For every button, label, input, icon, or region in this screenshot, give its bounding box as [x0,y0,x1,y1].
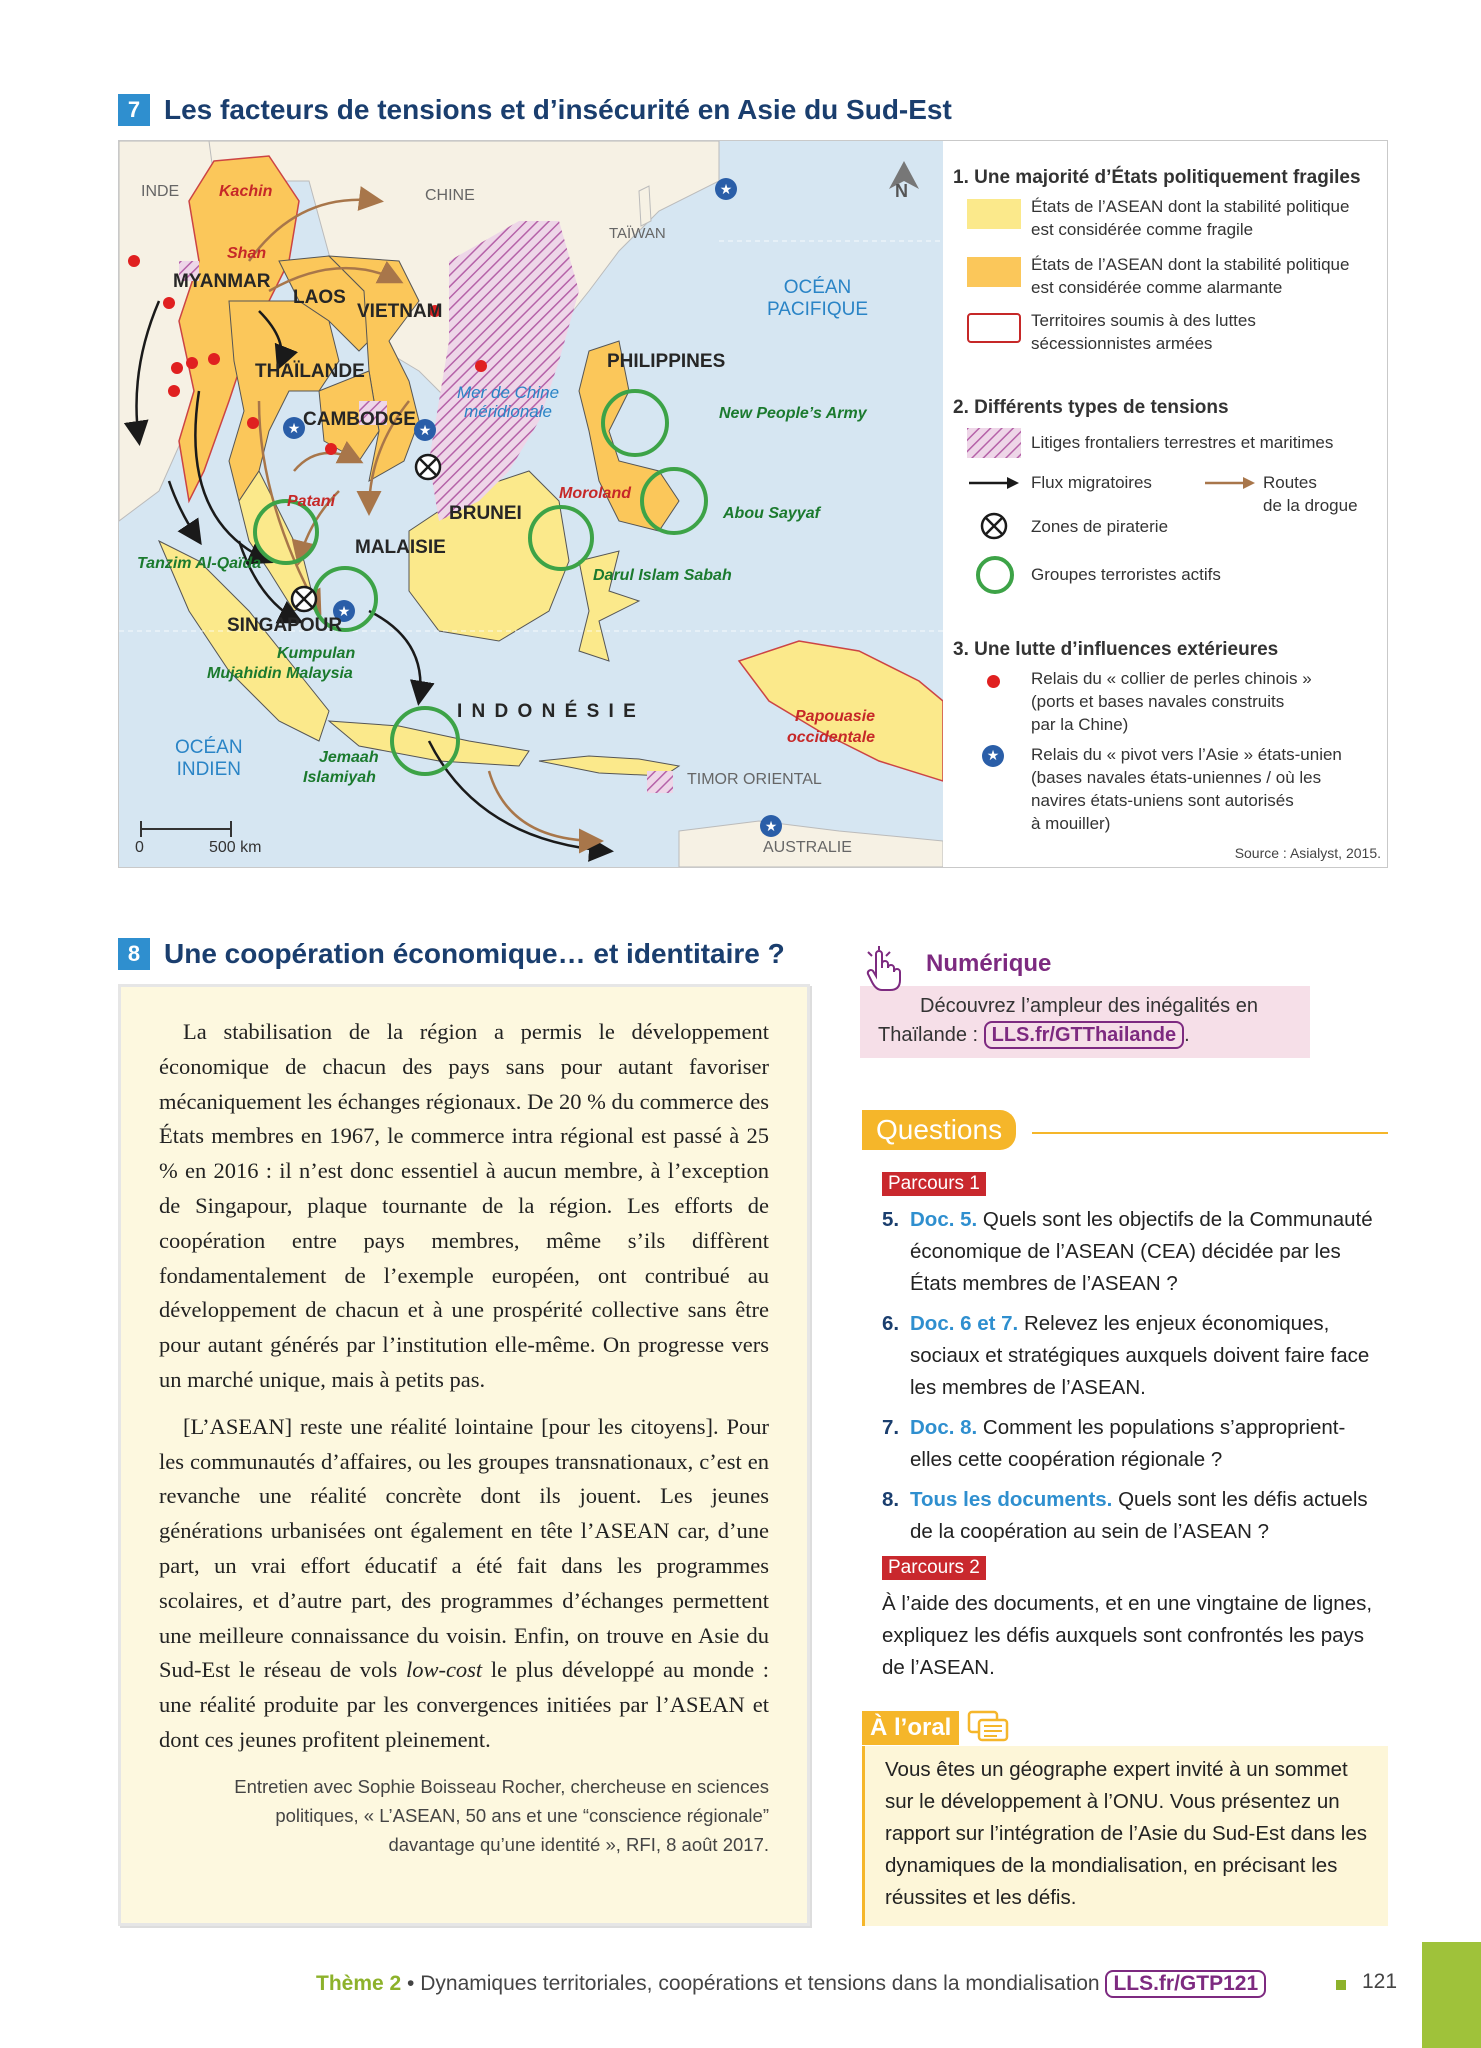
legend-secessionist: Territoires soumis à des luttes sécessionnistes armées [1031,311,1256,353]
scale-distance: 500 km [209,839,262,856]
label-laos: LAOS [293,287,346,308]
swatch-fragile [967,199,1021,229]
label-mujahidin: Mujahidin Malaysia [207,665,353,682]
chinese-port-dot [171,362,183,374]
label-philippines: PHILIPPINES [607,351,726,372]
footer-text: Thème 2 • Dynamiques territoriales, coopérations et tensions dans la mondialisation LLS.fr/GTP121 [316,1970,1266,1998]
chinese-port-dot [186,357,198,369]
numerique-box: Découvrez l’ampleur des inégalités en Thaïlande : LLS.fr/GTThailande . [860,986,1310,1058]
legend-terror: Groupes terroristes actifs [1031,565,1221,584]
label-shan: Shan [227,245,267,262]
svg-text:★: ★ [719,182,733,198]
label-mer-de-chine: Mer de Chine méridionale [457,383,560,421]
label-papouasie: Papouasie [795,708,876,725]
gtp121-link[interactable]: LLS.fr/GTP121 [1105,1970,1266,1998]
label-taiwan: TAÏWAN [609,225,666,242]
legend-flux: Flux migratoires [1031,473,1152,492]
label-thailande: THAÏLANDE [255,361,365,382]
chinese-port-dot [128,255,140,267]
label-vietnam: VIETNAM [357,301,443,322]
doc7-header [118,94,952,126]
question-item: 7. Doc. 8. Comment les populations s’approprient-elles cette coopération régionale ? [882,1416,1346,1471]
legend-chinese: Relais du « collier de perles chinois » (ports et bases navales construits par la Chine) [1031,669,1312,734]
svg-text:★: ★ [287,421,301,437]
migration-arrow [369,611,420,701]
piracy-legend-icon [979,511,1009,541]
gtthailande-link[interactable]: LLS.fr/GTThailande [984,1021,1184,1049]
doc7-number: 7 [118,94,150,126]
drug-route-arrow-icon [1203,475,1257,491]
parcours-2-text: À l’aide des documents, et en une vingtaine de lignes, expliquez les défis auxquels sont confrontés les pays de l’ASEAN. [882,1592,1373,1679]
doc8-text-box [118,984,810,1926]
legend-routes: Routes de la drogue [1263,473,1358,515]
doc8-number: 8 [118,938,150,970]
svg-text:★: ★ [337,604,351,620]
label-tanzim: Tanzim Al-Qaïda [137,555,262,572]
chinese-port-dot [168,385,180,397]
parcours-1-badge: Parcours 1 [882,1172,986,1196]
footer-square [1336,1980,1346,1990]
land-taiwan [639,186,651,226]
page-number: 121 [1362,1970,1398,1993]
map-legend [945,141,1387,867]
swatch-litiges [967,428,1021,458]
us-base-star [715,178,737,200]
label-australie: AUSTRALIE [763,839,852,856]
touch-hand-icon [860,946,906,992]
swatch-alarming [967,257,1021,287]
chinese-port-dot [325,443,337,455]
label-ocean-indien: OCÉAN INDIEN [175,737,243,780]
label-indonesie: I N D O N É S I E [457,701,638,722]
label-cambodge: CAMBODGE [303,409,416,430]
swatch-secessionist [967,313,1021,343]
chinese-port-dot [208,353,220,365]
legend-section-1-title: 1. Une majorité d’États politiquement fragiles [953,167,1361,188]
label-kachin: Kachin [219,183,273,200]
questions-rule [1032,1132,1388,1134]
parcours-2-badge: Parcours 2 [882,1556,986,1580]
doc8-citation: Entretien avec Sophie Boisseau Rocher, chercheuse en sciences politiques, « L’ASEAN, 50 ans et une “conscience régionale” davantage qu’une identité », RFI, 8 août 2017. [234,1775,769,1855]
legend-section-3-title: 3. Une lutte d’influences extérieures [953,639,1279,660]
label-npa: New People’s Army [719,405,867,422]
oral-text: Vous êtes un géographe expert invité à un sommet sur le développement à l’ONU. Vous présentez un rapport sur l’intégration de l’Asie du Sud-Est dans les dynamiques de la mondialisation, en précisant les réussites et les défis. [862,1746,1388,1926]
oral-title: À l’oral [862,1711,959,1745]
drug-route-arrow [489,771,599,841]
legend-us: Relais du « pivot vers l’Asie » états-unien (bases navales états-uniennes / où les navires états-uniens sont autorisés à mouiller) [1031,745,1342,833]
label-brunei: BRUNEI [449,503,522,524]
legend-piraterie: Zones de piraterie [1031,517,1169,536]
terror-ring-icon [975,555,1015,595]
chinese-port-dot [247,417,259,429]
label-singapour: SINGAPOUR [227,615,343,636]
svg-text:★: ★ [764,819,778,835]
legend-section-2-title: 2. Différents types de tensions [953,397,1229,418]
map-figure [118,140,1388,868]
map-area [119,141,943,867]
label-occidentale: occidentale [787,729,876,746]
label-malaisie: MALAISIE [355,537,446,558]
chinese-port-dot [475,360,487,372]
questions-title: Questions [862,1110,1016,1150]
north-label: N [895,181,908,201]
questions-list [882,1204,1382,1548]
speech-bubble-icon [967,1710,1011,1746]
label-moroland: Moroland [559,485,631,502]
numerique-title: Numérique [926,950,1052,977]
chinese-dot-icon [987,675,1000,688]
svg-text:★: ★ [418,423,432,439]
doc8-title: Une coopération économique… et identitaire ? [164,938,785,969]
us-star-icon: ★ [982,745,1004,767]
label-darul-islam: Darul Islam Sabah [593,567,732,584]
label-patani: Patani [287,493,336,510]
legend-fragile: États de l’ASEAN dont la stabilité politique est considérée comme fragile [1031,197,1350,239]
label-abou-sayyaf: Abou Sayyaf [723,505,820,522]
migration-arrow-icon [967,475,1021,491]
numerique-block [860,950,1310,1058]
piracy-icon [416,455,440,479]
page-footer [0,1960,1481,2008]
questions-body [882,1172,1382,1684]
scale-zero: 0 [135,839,144,856]
legend-litiges: Litiges frontaliers terrestres et maritimes [1031,433,1334,452]
label-kumpulan: Kumpulan [277,645,356,662]
page-corner-tab [1422,1942,1481,2048]
question-item: 8. Tous les documents. Quels sont les défis actuels de la coopération au sein de l’ASEAN ? [882,1488,1368,1543]
label-timor: TIMOR ORIENTAL [687,771,822,788]
oral-block [862,1710,1388,1926]
doc8-paragraph-1: La stabilisation de la région a permis le développement économique de chacun des pays sans pour autant favoriser mécaniquement les échanges régionaux. De 20 % du commerce des États membres en 1967, le commerce intra régional est passé à 25 % en 2016 : il n’est donc essentiel à aucun membre, à l’exception de Singapour, plaque tournante de la région. Les efforts de coopération entre pays membres, même s’ils diffèrent fondamentalement de l’exemple européen, ont contribué au développement de chacun et à une prospérité collective sans être pour autant générés par l’institution elle-même. On progresse vers un marché unique, mais à petits pas. [159,1019,769,1392]
us-base-star [760,815,782,837]
dispute-timor [647,771,673,793]
label-islamiyah: Islamiyah [303,769,376,786]
label-chine: CHINE [425,187,475,204]
doc7-title: Les facteurs de tensions et d’insécurité en Asie du Sud-Est [164,94,952,125]
piracy-icon [292,587,316,611]
us-base-star [414,419,436,441]
scale-bar [141,821,231,837]
drug-route-arrow [294,453,359,471]
us-base-star [283,417,305,439]
doc8-header [118,938,785,970]
map-source: Source : Asialyst, 2015. [1234,845,1381,861]
question-item: 6. Doc. 6 et 7. Relevez les enjeux économiques, sociaux et stratégiques auxquels doivent faire face les membres de l’ASEAN. [882,1312,1370,1399]
chinese-port-dot [163,297,175,309]
south-china-sea-dispute [429,221,579,521]
label-ocean-pacifique: OCÉAN PACIFIQUE [767,277,868,320]
doc8-paragraph-2: [L’ASEAN] reste une réalité lointaine [pour les citoyens]. Pour les communautés d’affaires, ou les groupes transnationaux, c’est en revanche une réalité concrète dont ils jouent. Les jeunes générations urbanisées ont également en tête l’ASEAN car, d’une part, un vrai effort éducatif a été fait dans les programmes scolaires, et d’autre part, des programmes d’échanges permettent une meilleure connaissance du voisin. Enfin, on trouve en Asie du Sud-Est le réseau de vols low-cost le plus développé au monde : une réalité produite par les convergences initiées par l’ASEAN et dont ces jeunes profitent pleinement. [159,1413,769,1752]
legend-alarming: États de l’ASEAN dont la stabilité politique est considérée comme alarmante [1031,255,1350,297]
label-inde: INDE [141,183,180,200]
label-jemaah: Jemaah [319,749,379,766]
question-item: 5. Doc. 5. Quels sont les objectifs de la Communauté économique de l’ASEAN (CEA) décidée par les États membres de l’ASEAN ? [882,1208,1373,1295]
label-myanmar: MYANMAR [173,271,271,292]
